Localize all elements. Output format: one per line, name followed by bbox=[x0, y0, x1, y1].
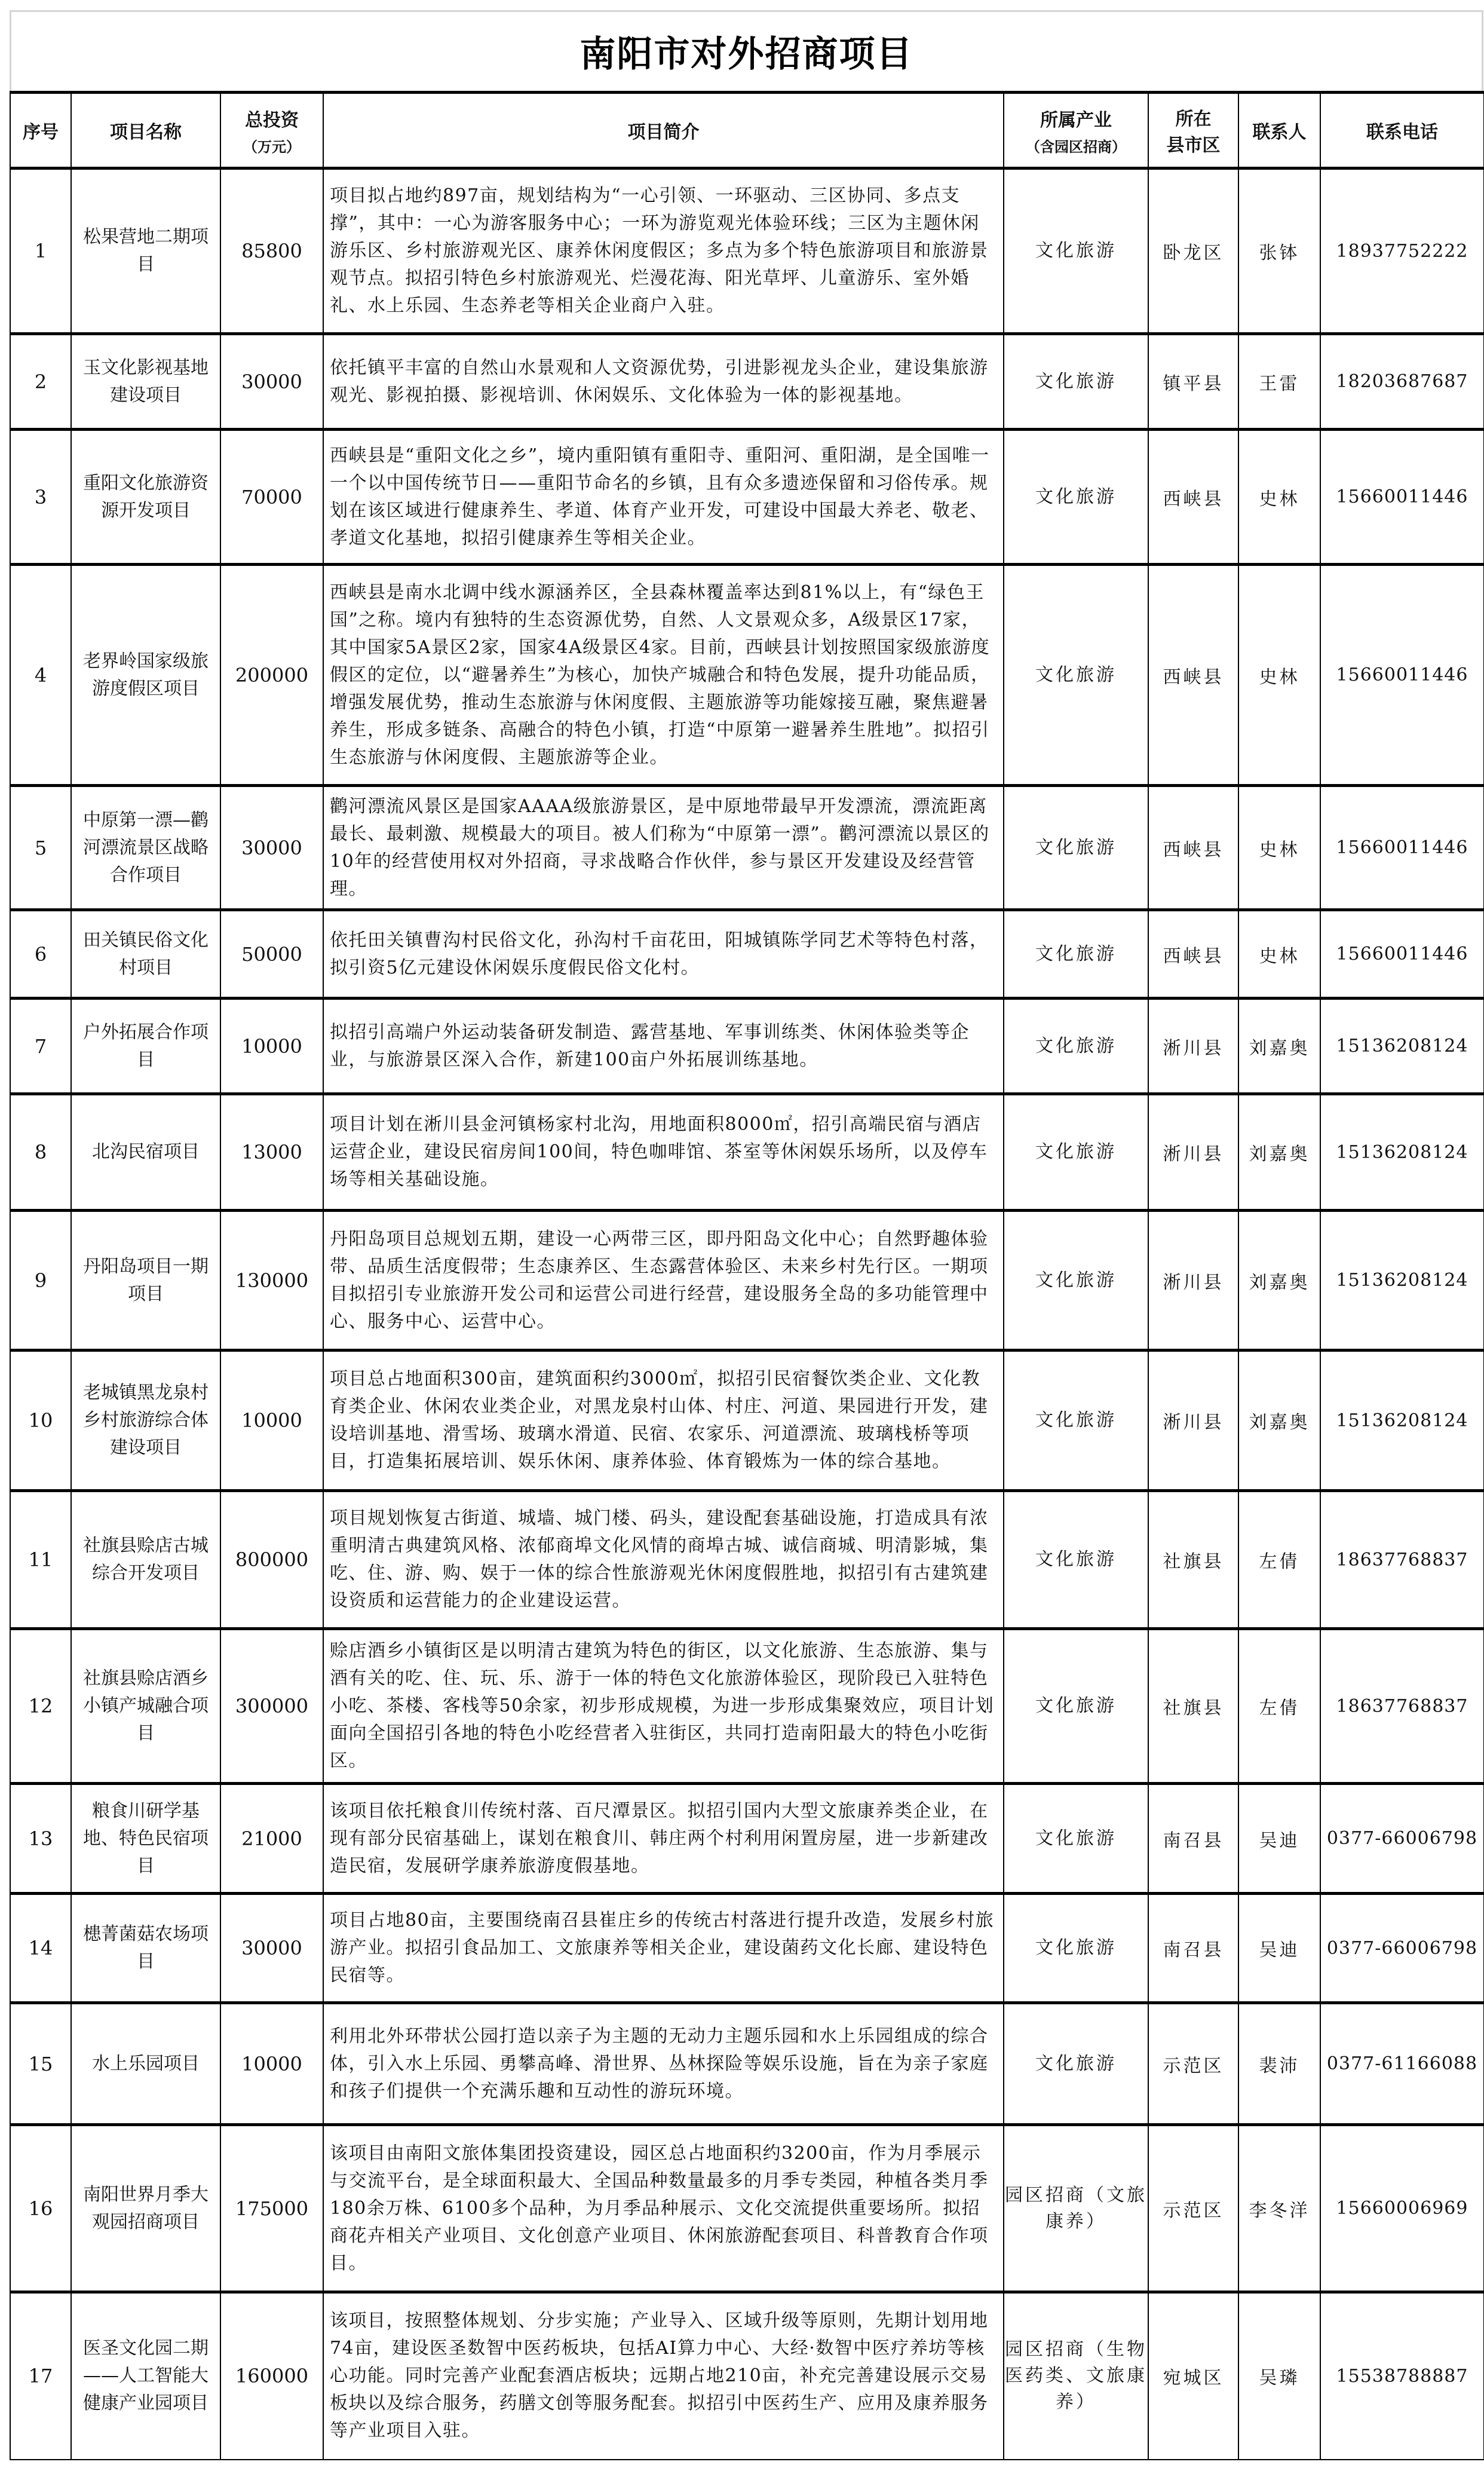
project-description: 拟招引高端户外运动装备研发制造、露营基地、军事训练类、休闲体验类等企业，与旅游景区深入合作，新建100亩户外拓展训练基地。 bbox=[323, 999, 1004, 1094]
project-name: 老界岭国家级旅游度假区项目 bbox=[71, 565, 220, 786]
project-description: 丹阳岛项目总规划五期，建设一心两带三区，即丹阳岛文化中心；自然野趣体验带、品质生活度假带；生态康养区、生态露营体验区、未来乡村先行区。一期项目拟招引专业旅游开发公司和运营公司进行经营，建设服务全岛的多功能管理中心、服务中心、运营中心。 bbox=[323, 1211, 1004, 1351]
row-number: 15 bbox=[10, 2003, 71, 2125]
project-name: 粮食川研学基地、特色民宿项目 bbox=[71, 1784, 220, 1894]
investment-amount: 30000 bbox=[220, 334, 323, 430]
row-number: 8 bbox=[10, 1094, 71, 1211]
contact-phone: 15660011446 bbox=[1320, 565, 1484, 786]
project-name: 医圣文化园二期——人工智能大健康产业园项目 bbox=[71, 2292, 220, 2460]
table-row bbox=[10, 565, 1484, 786]
industry: 文化旅游 bbox=[1004, 1211, 1148, 1351]
header-investment-unit: （万元） bbox=[243, 138, 301, 155]
contact-phone: 18203687687 bbox=[1320, 334, 1484, 430]
table-row bbox=[10, 1784, 1484, 1894]
project-name: 槵菁菌菇农场项目 bbox=[71, 1894, 220, 2003]
project-name: 中原第一漂—鹳河漂流景区战略合作项目 bbox=[71, 786, 220, 910]
investment-amount: 30000 bbox=[220, 1894, 323, 2003]
contact-phone: 18637768837 bbox=[1320, 1491, 1484, 1629]
contact-phone: 15660006969 bbox=[1320, 2125, 1484, 2292]
investment-amount: 21000 bbox=[220, 1784, 323, 1894]
contact-person: 左倩 bbox=[1238, 1629, 1320, 1784]
project-description: 西峡县是“重阳文化之乡”，境内重阳镇有重阳寺、重阳河、重阳湖，是全国唯一一个以中国传统节日——重阳节命名的乡镇，且有众多遗迹保留和习俗传承。规划在该区域进行健康养生、孝道、体育产业开发，可建设中国最大养老、敬老、孝道文化基地，拟招引健康养生等相关企业。 bbox=[323, 430, 1004, 565]
contact-phone: 0377-66006798 bbox=[1320, 1894, 1484, 2003]
project-description: 项目规划恢复古街道、城墙、城门楼、码头，建设配套基础设施，打造成具有浓重明清古典建筑风格、浓郁商埠文化风情的商埠古城、诚信商城、明清影城，集吃、住、游、购、娱于一体的综合性旅游观光休闲度假胜地，拟招引有古建筑建设资质和运营能力的企业建设运营。 bbox=[323, 1491, 1004, 1629]
project-description: 利用北外环带状公园打造以亲子为主题的无动力主题乐园和水上乐园组成的综合体，引入水上乐园、勇攀高峰、滑世界、丛林探险等娱乐设施，旨在为亲子家庭和孩子们提供一个充满乐趣和互动性的游玩环境。 bbox=[323, 2003, 1004, 2125]
table-row bbox=[10, 999, 1484, 1094]
investment-amount: 30000 bbox=[220, 786, 323, 910]
project-name: 北沟民宿项目 bbox=[71, 1094, 220, 1211]
location: 南召县 bbox=[1148, 1784, 1238, 1894]
table-row bbox=[10, 1894, 1484, 2003]
table-header bbox=[10, 93, 1484, 169]
location: 示范区 bbox=[1148, 2125, 1238, 2292]
location: 示范区 bbox=[1148, 2003, 1238, 2125]
row-number: 9 bbox=[10, 1211, 71, 1351]
contact-phone: 15538788887 bbox=[1320, 2292, 1484, 2460]
project-description: 该项目依托粮食川传统村落、百尺潭景区。拟招引国内大型文旅康养类企业，在现有部分民宿基础上，谋划在粮食川、韩庄两个村利用闲置房屋，进一步新建改造民宿，发展研学康养旅游度假基地。 bbox=[323, 1784, 1004, 1894]
contact-person: 吴迪 bbox=[1238, 1784, 1320, 1894]
row-number: 14 bbox=[10, 1894, 71, 2003]
page-title: 南阳市对外招商项目 bbox=[580, 33, 913, 75]
project-name: 户外拓展合作项目 bbox=[71, 999, 220, 1094]
row-number: 1 bbox=[10, 169, 71, 334]
location: 镇平县 bbox=[1148, 334, 1238, 430]
industry: 园区招商（文旅康养） bbox=[1004, 2125, 1148, 2292]
location: 西峡县 bbox=[1148, 786, 1238, 910]
project-description: 鹳河漂流风景区是国家AAAA级旅游景区，是中原地带最早开发漂流，漂流距离最长、最刺激、规模最大的项目。被人们称为“中原第一漂”。鹳河漂流以景区的10年的经营使用权对外招商，寻求战略合作伙伴，参与景区开发建设及经营管理。 bbox=[323, 786, 1004, 910]
header-name: 项目名称 bbox=[71, 93, 220, 169]
location: 西峡县 bbox=[1148, 910, 1238, 999]
contact-person: 刘嘉奥 bbox=[1238, 1211, 1320, 1351]
table-row bbox=[10, 2125, 1484, 2292]
table-row bbox=[10, 1351, 1484, 1491]
header-description: 项目简介 bbox=[323, 93, 1004, 169]
table-row bbox=[10, 1629, 1484, 1784]
investment-amount: 10000 bbox=[220, 2003, 323, 2125]
location: 西峡县 bbox=[1148, 430, 1238, 565]
row-number: 5 bbox=[10, 786, 71, 910]
project-description: 依托镇平丰富的自然山水景观和人文资源优势，引进影视龙头企业，建设集旅游观光、影视拍摄、影视培训、休闲娱乐、文化体验为一体的影视基地。 bbox=[323, 334, 1004, 430]
contact-phone: 15136208124 bbox=[1320, 1094, 1484, 1211]
investment-amount: 50000 bbox=[220, 910, 323, 999]
location: 社旗县 bbox=[1148, 1629, 1238, 1784]
row-number: 3 bbox=[10, 430, 71, 565]
row-number: 7 bbox=[10, 999, 71, 1094]
header-investment-label: 总投资 bbox=[245, 109, 299, 131]
project-name: 田关镇民俗文化村项目 bbox=[71, 910, 220, 999]
header-location-line2: 县市区 bbox=[1166, 135, 1221, 156]
header-no: 序号 bbox=[10, 93, 71, 169]
industry: 文化旅游 bbox=[1004, 565, 1148, 786]
contact-person: 左倩 bbox=[1238, 1491, 1320, 1629]
project-description: 项目拟占地约897亩，规划结构为“一心引领、一环驱动、三区协同、多点支撑”，其中：一心为游客服务中心；一环为游览观光体验环线；三区为主题休闲游乐区、乡村旅游观光区、康养休闲度假区；多点为多个特色旅游项目和旅游景观节点。拟招引特色乡村旅游观光、烂漫花海、阳光草坪、儿童游乐、室外婚礼、水上乐园、生态养老等相关企业商户入驻。 bbox=[323, 169, 1004, 334]
location: 淅川县 bbox=[1148, 999, 1238, 1094]
project-name: 社旗县赊店古城综合开发项目 bbox=[71, 1491, 220, 1629]
project-name: 水上乐园项目 bbox=[71, 2003, 220, 2125]
industry: 文化旅游 bbox=[1004, 169, 1148, 334]
project-description: 西峡县是南水北调中线水源涵养区，全县森林覆盖率达到81%以上，有“绿色王国”之称。境内有独特的生态资源优势，自然、人文景观众多，A级景区17家，其中国家5A景区2家，国家4A级景区4家。目前，西峡县计划按照国家级旅游度假区的定位，以“避暑养生”为核心，加快产城融合和特色发展，提升功能品质，增强发展优势，推动生态旅游与休闲度假、主题旅游等功能嫁接互融，聚焦避暑养生，形成多链条、高融合的特色小镇，打造“中原第一避暑养生胜地”。拟招引生态旅游与休闲度假、主题旅游等企业。 bbox=[323, 565, 1004, 786]
investment-amount: 175000 bbox=[220, 2125, 323, 2292]
project-description: 项目计划在淅川县金河镇杨家村北沟，用地面积8000㎡，招引高端民宿与酒店运营企业，建设民宿房间100间，特色咖啡馆、茶室等休闲娱乐场所，以及停车场等相关基础设施。 bbox=[323, 1094, 1004, 1211]
industry: 文化旅游 bbox=[1004, 1629, 1148, 1784]
location: 西峡县 bbox=[1148, 565, 1238, 786]
contact-person: 史林 bbox=[1238, 565, 1320, 786]
row-number: 11 bbox=[10, 1491, 71, 1629]
industry: 文化旅游 bbox=[1004, 2003, 1148, 2125]
contact-phone: 15136208124 bbox=[1320, 999, 1484, 1094]
contact-phone: 0377-66006798 bbox=[1320, 1784, 1484, 1894]
investment-amount: 160000 bbox=[220, 2292, 323, 2460]
header-phone: 联系电话 bbox=[1320, 93, 1484, 169]
industry: 文化旅游 bbox=[1004, 910, 1148, 999]
investment-amount: 70000 bbox=[220, 430, 323, 565]
industry: 文化旅游 bbox=[1004, 1491, 1148, 1629]
industry: 文化旅游 bbox=[1004, 999, 1148, 1094]
header-investment bbox=[220, 93, 323, 169]
row-number: 2 bbox=[10, 334, 71, 430]
contact-person: 吴璘 bbox=[1238, 2292, 1320, 2460]
location: 淅川县 bbox=[1148, 1211, 1238, 1351]
header-location bbox=[1148, 93, 1238, 169]
project-description: 赊店酒乡小镇街区是以明清古建筑为特色的街区，以文化旅游、生态旅游、集与酒有关的吃、住、玩、乐、游于一体的特色文化旅游体验区，现阶段已入驻特色小吃、茶楼、客栈等50余家，初步形成规模，为进一步形成集聚效应，项目计划面向全国招引各地的特色小吃经营者入驻街区，共同打造南阳最大的特色小吃街区。 bbox=[323, 1629, 1004, 1784]
header-industry bbox=[1004, 93, 1148, 169]
location: 南召县 bbox=[1148, 1894, 1238, 2003]
project-name: 丹阳岛项目一期项目 bbox=[71, 1211, 220, 1351]
location: 社旗县 bbox=[1148, 1491, 1238, 1629]
title-box bbox=[10, 10, 1483, 91]
contact-person: 刘嘉奥 bbox=[1238, 1094, 1320, 1211]
location: 淅川县 bbox=[1148, 1351, 1238, 1491]
industry: 园区招商（生物医药类、文旅康养） bbox=[1004, 2292, 1148, 2460]
contact-phone: 15136208124 bbox=[1320, 1351, 1484, 1491]
table-row bbox=[10, 430, 1484, 565]
project-name: 社旗县赊店酒乡小镇产城融合项目 bbox=[71, 1629, 220, 1784]
table-row bbox=[10, 1491, 1484, 1629]
contact-person: 史林 bbox=[1238, 786, 1320, 910]
industry: 文化旅游 bbox=[1004, 1351, 1148, 1491]
contact-phone: 15660011446 bbox=[1320, 786, 1484, 910]
industry: 文化旅游 bbox=[1004, 786, 1148, 910]
industry: 文化旅游 bbox=[1004, 334, 1148, 430]
table-row bbox=[10, 1211, 1484, 1351]
investment-amount: 13000 bbox=[220, 1094, 323, 1211]
investment-amount: 800000 bbox=[220, 1491, 323, 1629]
industry: 文化旅游 bbox=[1004, 1094, 1148, 1211]
location: 淅川县 bbox=[1148, 1094, 1238, 1211]
investment-amount: 300000 bbox=[220, 1629, 323, 1784]
row-number: 13 bbox=[10, 1784, 71, 1894]
table-row bbox=[10, 334, 1484, 430]
table-row bbox=[10, 2292, 1484, 2460]
table-row bbox=[10, 2003, 1484, 2125]
contact-person: 刘嘉奥 bbox=[1238, 999, 1320, 1094]
contact-phone: 15660011446 bbox=[1320, 430, 1484, 565]
contact-person: 吴迪 bbox=[1238, 1894, 1320, 2003]
contact-phone: 15136208124 bbox=[1320, 1211, 1484, 1351]
row-number: 6 bbox=[10, 910, 71, 999]
contact-person: 史林 bbox=[1238, 430, 1320, 565]
investment-amount: 130000 bbox=[220, 1211, 323, 1351]
project-name: 老城镇黑龙泉村乡村旅游综合体建设项目 bbox=[71, 1351, 220, 1491]
project-description: 项目占地80亩，主要围绕南召县崔庄乡的传统古村落进行提升改造，发展乡村旅游产业。拟招引食品加工、文旅康养等相关企业，建设菌药文化长廊、建设特色民宿等。 bbox=[323, 1894, 1004, 2003]
header-industry-label: 所属产业 bbox=[1040, 109, 1112, 131]
table-row bbox=[10, 910, 1484, 999]
project-description: 依托田关镇曹沟村民俗文化，孙沟村千亩花田，阳城镇陈学同艺术等特色村落，拟引资5亿元建设休闲娱乐度假民俗文化村。 bbox=[323, 910, 1004, 999]
location: 宛城区 bbox=[1148, 2292, 1238, 2460]
header-location-line1: 所在 bbox=[1175, 109, 1212, 130]
row-number: 16 bbox=[10, 2125, 71, 2292]
header-contact: 联系人 bbox=[1238, 93, 1320, 169]
contact-phone: 15660011446 bbox=[1320, 910, 1484, 999]
table-row bbox=[10, 169, 1484, 334]
contact-person: 刘嘉奥 bbox=[1238, 1351, 1320, 1491]
contact-person: 王雷 bbox=[1238, 334, 1320, 430]
project-name: 松果营地二期项目 bbox=[71, 169, 220, 334]
row-number: 17 bbox=[10, 2292, 71, 2460]
investment-amount: 85800 bbox=[220, 169, 323, 334]
project-name: 南阳世界月季大观园招商项目 bbox=[71, 2125, 220, 2292]
industry: 文化旅游 bbox=[1004, 1894, 1148, 2003]
contact-phone: 18637768837 bbox=[1320, 1629, 1484, 1784]
table-row bbox=[10, 786, 1484, 910]
project-description: 该项目由南阳文旅体集团投资建设，园区总占地面积约3200亩，作为月季展示与交流平台，是全球面积最大、全国品种数量最多的月季专类园，种植各类月季180余万株、6100多个品种，为月季品种展示、文化交流提供重要场所。拟招商花卉相关产业项目、文化创意产业项目、休闲旅游配套项目、科普教育合作项目。 bbox=[323, 2125, 1004, 2292]
investment-amount: 10000 bbox=[220, 1351, 323, 1491]
project-description: 该项目，按照整体规划、分步实施；产业导入、区域升级等原则，先期计划用地74亩，建设医圣数智中医药板块，包括AI算力中心、大经·数智中医疗养坊等核心功能。同时完善产业配套酒店板块；远期占地210亩，补充完善建设展示交易板块以及综合服务，药膳文创等服务配套。拟招引中医药生产、应用及康养服务等产业项目入驻。 bbox=[323, 2292, 1004, 2460]
contact-person: 史林 bbox=[1238, 910, 1320, 999]
project-name: 玉文化影视基地建设项目 bbox=[71, 334, 220, 430]
row-number: 10 bbox=[10, 1351, 71, 1491]
project-name: 重阳文化旅游资源开发项目 bbox=[71, 430, 220, 565]
industry: 文化旅游 bbox=[1004, 1784, 1148, 1894]
location: 卧龙区 bbox=[1148, 169, 1238, 334]
table-row bbox=[10, 1094, 1484, 1211]
contact-phone: 18937752222 bbox=[1320, 169, 1484, 334]
investment-amount: 10000 bbox=[220, 999, 323, 1094]
investment-amount: 200000 bbox=[220, 565, 323, 786]
contact-person: 张钵 bbox=[1238, 169, 1320, 334]
header-industry-sub: （含园区招商） bbox=[1026, 138, 1126, 155]
projects-table bbox=[10, 91, 1484, 2460]
row-number: 12 bbox=[10, 1629, 71, 1784]
contact-phone: 0377-61166088 bbox=[1320, 2003, 1484, 2125]
contact-person: 李冬洋 bbox=[1238, 2125, 1320, 2292]
row-number: 4 bbox=[10, 565, 71, 786]
industry: 文化旅游 bbox=[1004, 430, 1148, 565]
contact-person: 裴沛 bbox=[1238, 2003, 1320, 2125]
project-description: 项目总占地面积300亩，建筑面积约3000㎡，拟招引民宿餐饮类企业、文化教育类企业、休闲农业类企业，对黑龙泉村山体、村庄、河道、果园进行开发，建设培训基地、滑雪场、玻璃水滑道、民宿、农家乐、河道漂流、玻璃栈桥等项目，打造集拓展培训、娱乐休闲、康养体验、体育锻炼为一体的综合基地。 bbox=[323, 1351, 1004, 1491]
table-body bbox=[10, 169, 1484, 2460]
